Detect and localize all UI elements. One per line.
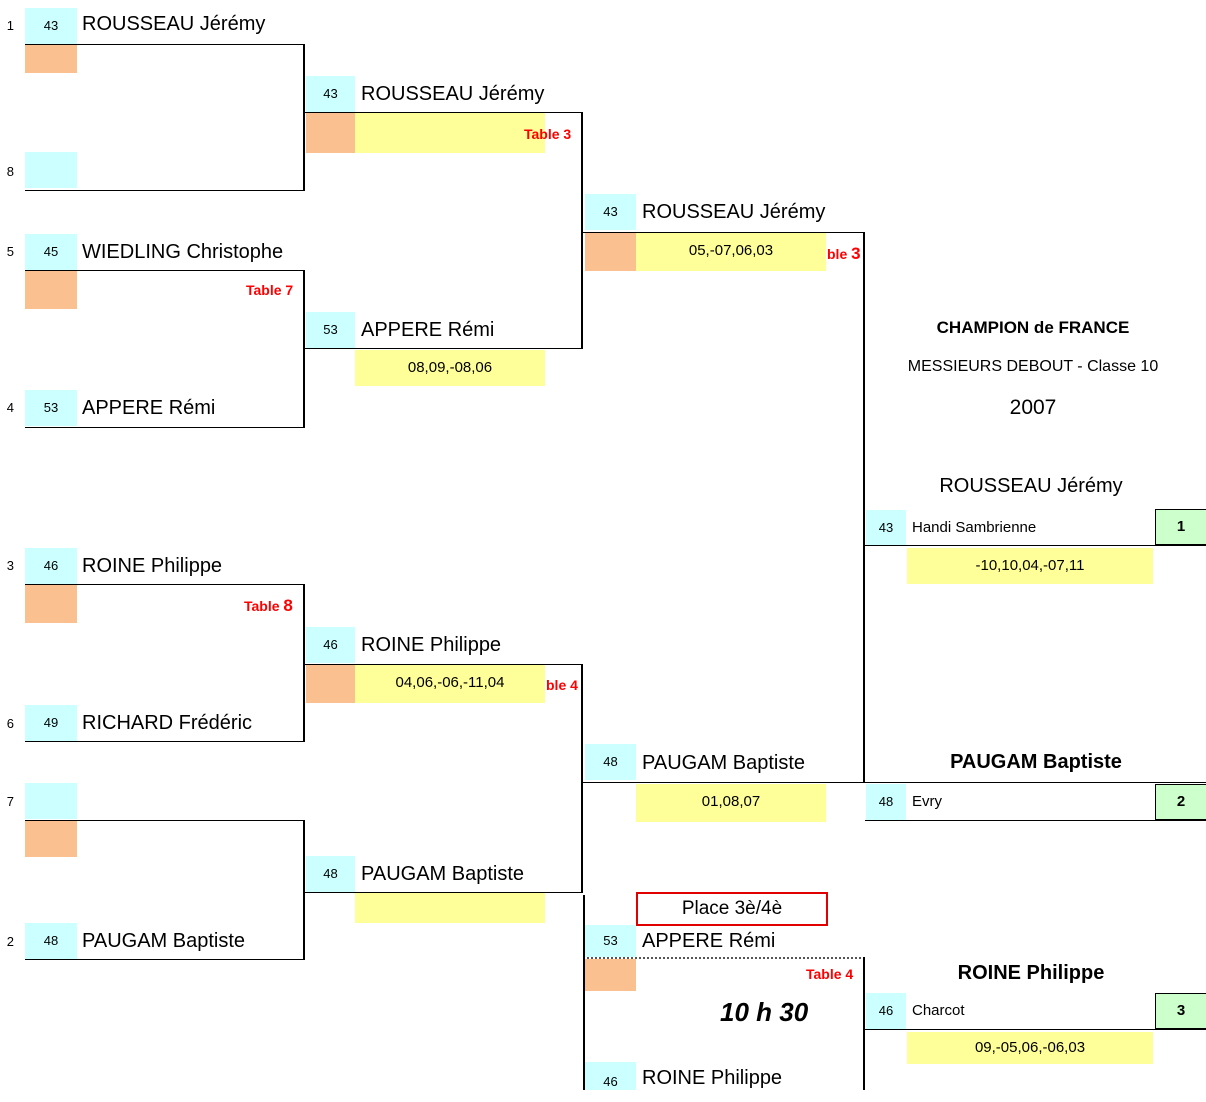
player-number: 43 (585, 194, 636, 230)
score-cell: 01,08,07 (636, 784, 826, 822)
player-name: ROUSSEAU Jérémy (642, 201, 826, 223)
score-cell (585, 233, 636, 271)
table-label: Table 3 (524, 126, 572, 142)
score-cell: 09,-05,06,-06,03 (907, 1032, 1153, 1064)
page-subtitle: MESSIEURS DEBOUT - Classe 10 (907, 358, 1159, 375)
player-name: RICHARD Frédéric (82, 712, 253, 734)
bracket-connector (303, 584, 305, 742)
seed-number: 7 (6, 794, 14, 809)
player-number (25, 152, 77, 188)
player-number (25, 783, 77, 819)
player-number: 43 (25, 8, 77, 44)
score-cell (25, 585, 77, 623)
second-place-name: PAUGAM Baptiste (950, 751, 1122, 773)
score-cell (585, 959, 636, 991)
bracket-line (25, 959, 305, 960)
bracket-line (865, 782, 1206, 783)
player-name: APPERE Rémi (642, 930, 776, 952)
table-label: Table 4 (806, 966, 854, 982)
player-name: PAUGAM Baptiste (361, 863, 525, 885)
score-cell: 04,06,-06,-11,04 (355, 665, 545, 703)
seed-number: 4 (6, 400, 14, 415)
seed-number: 2 (6, 934, 14, 949)
player-number: 46 (866, 993, 906, 1029)
seed-number: 8 (6, 164, 14, 179)
bracket-connector (581, 664, 583, 893)
player-number: 53 (306, 312, 355, 348)
rank-badge: 1 (1155, 509, 1206, 545)
bracket-connector (863, 232, 865, 783)
player-number: 48 (585, 744, 636, 780)
player-number: 48 (306, 856, 355, 892)
bracket-connector (581, 112, 583, 349)
player-number: 53 (25, 390, 77, 426)
club-name: Evry (912, 793, 942, 810)
seed-number: 5 (6, 244, 14, 259)
bracket-connector (303, 44, 305, 191)
match-time: 10 h 30 (720, 997, 809, 1027)
bracket-line (865, 820, 1206, 821)
seed-number: 6 (6, 716, 14, 731)
player-number: 48 (25, 923, 77, 959)
seed-number: 1 (6, 18, 14, 33)
score-cell (306, 113, 355, 153)
bracket-line (305, 348, 583, 349)
club-name: Handi Sambrienne (912, 519, 1037, 536)
player-name: ROINE Philippe (82, 555, 223, 577)
bracket-line (25, 427, 305, 428)
page-year: 2007 (1009, 396, 1057, 419)
third-place-box: Place 3è/4è (636, 892, 828, 926)
bracket-connector (303, 270, 305, 428)
score-cell: 05,-07,06,03 (636, 233, 826, 271)
table-label: Table 7 (246, 282, 294, 298)
bracket-line (25, 190, 305, 191)
player-number: 43 (866, 510, 906, 546)
table-label: ble 4 (546, 677, 578, 693)
player-name: ROINE Philippe (361, 634, 502, 656)
rank-badge: 3 (1155, 993, 1206, 1029)
player-number: 46 (585, 1062, 636, 1090)
player-number: 46 (306, 627, 355, 663)
player-name: APPERE Rémi (361, 319, 495, 341)
score-cell (25, 821, 77, 857)
player-number: 49 (25, 705, 77, 741)
rank-badge: 2 (1155, 784, 1206, 820)
player-name: PAUGAM Baptiste (82, 930, 246, 952)
table-label: Table 8 (244, 596, 293, 615)
player-number: 46 (25, 548, 77, 584)
table-label: ble 3 (827, 244, 861, 263)
player-number: 43 (306, 76, 355, 112)
player-name: ROUSSEAU Jérémy (82, 13, 266, 35)
score-cell (355, 893, 545, 923)
seed-number: 3 (6, 558, 14, 573)
bracket-line (865, 545, 1206, 546)
player-number: 45 (25, 234, 77, 270)
player-name: ROUSSEAU Jérémy (361, 83, 545, 105)
score-cell (25, 271, 77, 309)
score-cell (25, 45, 77, 73)
player-name: ROINE Philippe (642, 1067, 783, 1089)
third-place-name: ROINE Philippe (957, 962, 1105, 984)
bracket-connector (863, 957, 865, 1090)
bracket-line (25, 741, 305, 742)
winner-name: ROUSSEAU Jérémy (939, 475, 1123, 497)
bracket-line (865, 1029, 1206, 1030)
page-title: CHAMPION de FRANCE (936, 318, 1130, 337)
bracket-connector (583, 895, 585, 1090)
bracket-connector (303, 820, 305, 960)
score-cell (306, 665, 355, 703)
player-number: 53 (585, 925, 636, 957)
score-cell: -10,10,04,-07,11 (907, 548, 1153, 584)
player-name: APPERE Rémi (82, 397, 216, 419)
score-cell: 08,09,-08,06 (355, 350, 545, 386)
player-name: PAUGAM Baptiste (642, 752, 806, 774)
club-name: Charcot (912, 1002, 965, 1019)
player-number: 48 (866, 784, 906, 820)
player-name: WIEDLING Christophe (82, 241, 284, 263)
score-cell (355, 113, 545, 153)
bracket-line (583, 782, 865, 783)
